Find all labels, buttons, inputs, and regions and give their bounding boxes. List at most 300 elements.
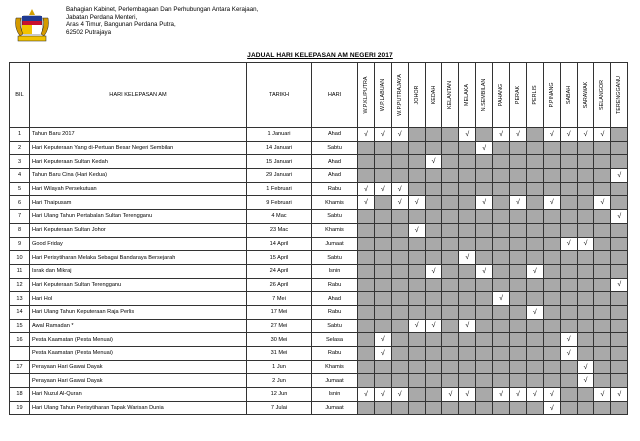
non-holiday-cell: [442, 264, 459, 278]
non-holiday-cell: [526, 141, 543, 155]
non-holiday-cell: [391, 264, 408, 278]
holiday-tick: [543, 388, 560, 402]
holiday-day: Khamis: [312, 196, 358, 210]
state-header: [442, 63, 459, 128]
holiday-tick: [358, 196, 375, 210]
non-holiday-cell: [408, 237, 425, 251]
non-holiday-cell: [358, 278, 375, 292]
holiday-name: Hari Keputeraan Sultan Kedah: [30, 155, 247, 169]
non-holiday-cell: [611, 237, 628, 251]
table-row: [10, 128, 628, 142]
holiday-name: Hari Thaipusam: [30, 196, 247, 210]
non-holiday-cell: [442, 360, 459, 374]
holiday-tick: [594, 128, 611, 142]
row-number: 19: [10, 401, 30, 415]
non-holiday-cell: [611, 155, 628, 169]
non-holiday-cell: [391, 155, 408, 169]
non-holiday-cell: [611, 360, 628, 374]
non-holiday-cell: [493, 305, 510, 319]
non-holiday-cell: [408, 182, 425, 196]
non-holiday-cell: [408, 388, 425, 402]
holiday-tick: [408, 196, 425, 210]
holiday-date: 2 Jun: [247, 374, 312, 388]
table-row: [10, 223, 628, 237]
non-holiday-cell: [408, 251, 425, 265]
holiday-day: Jumaat: [312, 237, 358, 251]
non-holiday-cell: [459, 374, 476, 388]
non-holiday-cell: [594, 319, 611, 333]
non-holiday-cell: [476, 223, 493, 237]
non-holiday-cell: [358, 169, 375, 183]
check-mark-icon: √: [566, 240, 571, 248]
non-holiday-cell: [577, 347, 594, 361]
state-header-label: SARAWAK: [582, 81, 589, 109]
holiday-date: 31 Mei: [247, 347, 312, 361]
check-mark-icon: √: [364, 130, 368, 138]
non-holiday-cell: [611, 141, 628, 155]
non-holiday-cell: [442, 210, 459, 224]
holiday-tick: [459, 251, 476, 265]
non-holiday-cell: [526, 374, 543, 388]
non-holiday-cell: [408, 305, 425, 319]
holiday-tick: [526, 264, 543, 278]
non-holiday-cell: [577, 182, 594, 196]
non-holiday-cell: [560, 388, 577, 402]
check-mark-icon: √: [532, 308, 537, 316]
state-header: [526, 63, 543, 128]
state-header-label: SABAH: [565, 85, 572, 105]
non-holiday-cell: [510, 278, 527, 292]
non-holiday-cell: [374, 305, 391, 319]
holiday-tick: [391, 388, 408, 402]
non-holiday-cell: [374, 155, 391, 169]
non-holiday-cell: [526, 182, 543, 196]
date-header: TARIKH: [247, 63, 312, 128]
non-holiday-cell: [577, 319, 594, 333]
holiday-name: Israk dan Mikraj: [30, 264, 247, 278]
non-holiday-cell: [526, 292, 543, 306]
non-holiday-cell: [577, 264, 594, 278]
non-holiday-cell: [510, 360, 527, 374]
non-holiday-cell: [560, 360, 577, 374]
non-holiday-cell: [408, 374, 425, 388]
non-holiday-cell: [476, 210, 493, 224]
non-holiday-cell: [374, 292, 391, 306]
check-mark-icon: √: [465, 390, 470, 398]
non-holiday-cell: [476, 360, 493, 374]
holiday-name: Hari Hol: [30, 292, 247, 306]
non-holiday-cell: [459, 360, 476, 374]
check-mark-icon: √: [600, 199, 605, 207]
holiday-name: Hari Keputeraan Yang di-Pertuan Besar Negeri Sembilan: [30, 141, 247, 155]
non-holiday-cell: [526, 237, 543, 251]
non-holiday-cell: [510, 333, 527, 347]
non-holiday-cell: [543, 237, 560, 251]
non-holiday-cell: [611, 305, 628, 319]
check-mark-icon: √: [516, 130, 520, 138]
non-holiday-cell: [493, 374, 510, 388]
state-header-label: KEDAH: [430, 85, 437, 105]
non-holiday-cell: [391, 401, 408, 415]
non-holiday-cell: [374, 374, 391, 388]
non-holiday-cell: [459, 264, 476, 278]
non-holiday-cell: [526, 196, 543, 210]
non-holiday-cell: [425, 196, 442, 210]
non-holiday-cell: [543, 278, 560, 292]
holiday-name: Hari Ulang Tahun Pertabalan Sultan Terengganu: [30, 210, 247, 224]
non-holiday-cell: [493, 251, 510, 265]
non-holiday-cell: [594, 360, 611, 374]
non-holiday-cell: [543, 305, 560, 319]
holiday-tick: [425, 319, 442, 333]
non-holiday-cell: [459, 237, 476, 251]
check-mark-icon: √: [364, 390, 368, 398]
non-holiday-cell: [408, 401, 425, 415]
holiday-date: 15 Januari: [247, 155, 312, 169]
check-mark-icon: √: [566, 336, 571, 344]
non-holiday-cell: [543, 251, 560, 265]
check-mark-icon: √: [465, 322, 470, 330]
holiday-tick: [425, 264, 442, 278]
non-holiday-cell: [408, 264, 425, 278]
row-number: 13: [10, 292, 30, 306]
holiday-name: Good Friday: [30, 237, 247, 251]
non-holiday-cell: [577, 305, 594, 319]
non-holiday-cell: [577, 141, 594, 155]
holiday-date: 7 Mei: [247, 292, 312, 306]
check-mark-icon: √: [566, 349, 571, 357]
non-holiday-cell: [358, 347, 375, 361]
non-holiday-cell: [391, 141, 408, 155]
non-holiday-cell: [526, 360, 543, 374]
holiday-tick: [493, 128, 510, 142]
holiday-date: 17 Mei: [247, 305, 312, 319]
holiday-tick: [374, 347, 391, 361]
non-holiday-cell: [391, 251, 408, 265]
non-holiday-cell: [543, 374, 560, 388]
non-holiday-cell: [594, 169, 611, 183]
non-holiday-cell: [577, 388, 594, 402]
holiday-name: Hari Keputeraan Sultan Terengganu: [30, 278, 247, 292]
non-holiday-cell: [391, 319, 408, 333]
check-mark-icon: √: [431, 158, 436, 166]
state-header: [374, 63, 391, 128]
state-header: [543, 63, 560, 128]
holiday-date: 26 April: [247, 278, 312, 292]
address-block: [66, 6, 258, 37]
non-holiday-cell: [442, 141, 459, 155]
check-mark-icon: √: [600, 130, 605, 138]
non-holiday-cell: [577, 278, 594, 292]
holiday-name: Pesta Kaamatan (Pesta Menuai): [30, 333, 247, 347]
holiday-tick: [560, 333, 577, 347]
non-holiday-cell: [391, 237, 408, 251]
check-mark-icon: √: [583, 130, 588, 138]
non-holiday-cell: [493, 237, 510, 251]
non-holiday-cell: [476, 347, 493, 361]
non-holiday-cell: [611, 182, 628, 196]
non-holiday-cell: [442, 347, 459, 361]
non-holiday-cell: [358, 223, 375, 237]
non-holiday-cell: [476, 169, 493, 183]
holiday-day: Ahad: [312, 292, 358, 306]
check-mark-icon: √: [448, 390, 453, 398]
non-holiday-cell: [493, 347, 510, 361]
non-holiday-cell: [543, 169, 560, 183]
holiday-tick: [374, 182, 391, 196]
non-holiday-cell: [493, 333, 510, 347]
non-holiday-cell: [543, 264, 560, 278]
check-mark-icon: √: [566, 130, 571, 138]
check-mark-icon: √: [364, 199, 368, 207]
non-holiday-cell: [358, 333, 375, 347]
holiday-tick: [408, 319, 425, 333]
non-holiday-cell: [476, 155, 493, 169]
check-mark-icon: √: [583, 363, 588, 371]
non-holiday-cell: [374, 141, 391, 155]
holiday-tick: [358, 182, 375, 196]
non-holiday-cell: [425, 305, 442, 319]
non-holiday-cell: [611, 223, 628, 237]
non-holiday-cell: [459, 223, 476, 237]
holiday-tick: [543, 128, 560, 142]
non-holiday-cell: [526, 210, 543, 224]
non-holiday-cell: [374, 319, 391, 333]
non-holiday-cell: [594, 223, 611, 237]
non-holiday-cell: [510, 141, 527, 155]
state-header-label: PAHANG: [498, 83, 505, 107]
non-holiday-cell: [425, 141, 442, 155]
non-holiday-cell: [408, 292, 425, 306]
non-holiday-cell: [425, 182, 442, 196]
check-mark-icon: √: [617, 281, 622, 289]
holiday-name: Perayaan Hari Gawai Dayak: [30, 374, 247, 388]
holiday-date: 7 Julai: [247, 401, 312, 415]
non-holiday-cell: [425, 169, 442, 183]
non-holiday-cell: [476, 319, 493, 333]
holiday-day: Rabu: [312, 278, 358, 292]
holiday-date: 15 April: [247, 251, 312, 265]
holiday-tick: [611, 388, 628, 402]
non-holiday-cell: [459, 292, 476, 306]
non-holiday-cell: [560, 182, 577, 196]
holiday-tick: [493, 292, 510, 306]
non-holiday-cell: [408, 360, 425, 374]
non-holiday-cell: [560, 292, 577, 306]
non-holiday-cell: [476, 251, 493, 265]
state-header-label: MELAKA: [464, 84, 471, 106]
non-holiday-cell: [611, 128, 628, 142]
non-holiday-cell: [493, 210, 510, 224]
row-number: 16: [10, 333, 30, 347]
non-holiday-cell: [493, 196, 510, 210]
holiday-day: Jumaat: [312, 374, 358, 388]
non-holiday-cell: [425, 128, 442, 142]
holiday-tick: [510, 128, 527, 142]
state-header: [560, 63, 577, 128]
row-number: 6: [10, 196, 30, 210]
non-holiday-cell: [543, 319, 560, 333]
non-holiday-cell: [425, 360, 442, 374]
non-holiday-cell: [374, 401, 391, 415]
check-mark-icon: √: [617, 390, 622, 398]
holiday-tick: [577, 360, 594, 374]
holiday-day: Ahad: [312, 128, 358, 142]
check-mark-icon: √: [516, 390, 520, 398]
table-row: [10, 182, 628, 196]
non-holiday-cell: [391, 360, 408, 374]
address-line: Jabatan Perdana Menteri,: [66, 13, 138, 21]
check-mark-icon: √: [397, 390, 402, 398]
holiday-name: Hari Perisytiharan Melaka Sebagai Bandaraya Bersejarah: [30, 251, 247, 265]
check-mark-icon: √: [397, 185, 402, 193]
holiday-date: 9 Februari: [247, 196, 312, 210]
non-holiday-cell: [459, 155, 476, 169]
holiday-name: Hari Keputeraan Sultan Johor: [30, 223, 247, 237]
non-holiday-cell: [358, 401, 375, 415]
non-holiday-cell: [577, 401, 594, 415]
non-holiday-cell: [374, 210, 391, 224]
check-mark-icon: √: [465, 254, 470, 262]
non-holiday-cell: [476, 278, 493, 292]
non-holiday-cell: [526, 223, 543, 237]
holiday-day: Jumaat: [312, 401, 358, 415]
table-row: [10, 264, 628, 278]
non-holiday-cell: [560, 305, 577, 319]
non-holiday-cell: [391, 305, 408, 319]
non-holiday-cell: [510, 237, 527, 251]
non-holiday-cell: [358, 155, 375, 169]
holiday-day: Rabu: [312, 182, 358, 196]
non-holiday-cell: [391, 278, 408, 292]
non-holiday-cell: [408, 278, 425, 292]
non-holiday-cell: [442, 319, 459, 333]
non-holiday-cell: [577, 210, 594, 224]
table-row: [10, 333, 628, 347]
non-holiday-cell: [476, 182, 493, 196]
non-holiday-cell: [594, 210, 611, 224]
non-holiday-cell: [374, 360, 391, 374]
non-holiday-cell: [442, 333, 459, 347]
state-header: [391, 63, 408, 128]
non-holiday-cell: [510, 319, 527, 333]
holiday-date: 24 April: [247, 264, 312, 278]
non-holiday-cell: [510, 182, 527, 196]
holiday-name: Pesta Kaamatan (Pesta Menuai): [30, 347, 247, 361]
non-holiday-cell: [543, 141, 560, 155]
non-holiday-cell: [611, 319, 628, 333]
non-holiday-cell: [391, 374, 408, 388]
non-holiday-cell: [425, 210, 442, 224]
address-line: Aras 4 Timur, Bangunan Perdana Putra,: [66, 21, 176, 29]
non-holiday-cell: [459, 182, 476, 196]
holiday-name: Awal Ramadan *: [30, 319, 247, 333]
non-holiday-cell: [510, 305, 527, 319]
non-holiday-cell: [611, 347, 628, 361]
non-holiday-cell: [526, 319, 543, 333]
non-holiday-cell: [594, 237, 611, 251]
non-holiday-cell: [493, 264, 510, 278]
non-holiday-cell: [510, 401, 527, 415]
holiday-tick: [594, 388, 611, 402]
check-mark-icon: √: [397, 199, 402, 207]
non-holiday-cell: [493, 141, 510, 155]
table-row: [10, 292, 628, 306]
non-holiday-cell: [374, 278, 391, 292]
check-mark-icon: √: [600, 390, 605, 398]
holiday-tick: [459, 128, 476, 142]
non-holiday-cell: [442, 278, 459, 292]
non-holiday-cell: [408, 333, 425, 347]
holiday-tick: [510, 388, 527, 402]
holiday-tick: [476, 264, 493, 278]
holiday-day: Ahad: [312, 155, 358, 169]
state-header: [459, 63, 476, 128]
non-holiday-cell: [442, 374, 459, 388]
non-holiday-cell: [543, 292, 560, 306]
table-row: [10, 319, 628, 333]
row-number: 2: [10, 141, 30, 155]
non-holiday-cell: [526, 278, 543, 292]
non-holiday-cell: [560, 264, 577, 278]
check-mark-icon: √: [549, 390, 554, 398]
state-header: [510, 63, 527, 128]
check-mark-icon: √: [364, 185, 368, 193]
non-holiday-cell: [408, 128, 425, 142]
non-holiday-cell: [594, 333, 611, 347]
row-number: [10, 374, 30, 388]
non-holiday-cell: [611, 333, 628, 347]
holiday-tick: [459, 319, 476, 333]
holiday-day: Isnin: [312, 388, 358, 402]
table-row: [10, 155, 628, 169]
non-holiday-cell: [493, 155, 510, 169]
non-holiday-cell: [543, 155, 560, 169]
state-header-label: PERLIS: [531, 85, 538, 105]
non-holiday-cell: [611, 374, 628, 388]
state-header: [408, 63, 425, 128]
non-holiday-cell: [493, 278, 510, 292]
state-header-label: W.P.PUTRAJAYA: [396, 74, 403, 116]
non-holiday-cell: [442, 196, 459, 210]
holiday-tick: [358, 128, 375, 142]
non-holiday-cell: [594, 374, 611, 388]
holiday-date: 1 Jun: [247, 360, 312, 374]
non-holiday-cell: [493, 223, 510, 237]
non-holiday-cell: [560, 251, 577, 265]
check-mark-icon: √: [499, 295, 503, 303]
non-holiday-cell: [408, 155, 425, 169]
non-holiday-cell: [459, 278, 476, 292]
holiday-table: [9, 62, 628, 415]
holiday-day: Sabtu: [312, 251, 358, 265]
non-holiday-cell: [358, 319, 375, 333]
row-number: 15: [10, 319, 30, 333]
non-holiday-cell: [476, 388, 493, 402]
state-header-label: W.P.LABUAN: [379, 78, 386, 112]
state-header-label: JOHOR: [413, 85, 420, 105]
non-holiday-cell: [459, 333, 476, 347]
non-holiday-cell: [526, 333, 543, 347]
non-holiday-cell: [459, 305, 476, 319]
non-holiday-cell: [391, 169, 408, 183]
check-mark-icon: √: [380, 130, 385, 138]
non-holiday-cell: [408, 210, 425, 224]
non-holiday-cell: [358, 251, 375, 265]
non-holiday-cell: [510, 210, 527, 224]
holiday-name: Perayaan Hari Gawai Dayak: [30, 360, 247, 374]
non-holiday-cell: [476, 305, 493, 319]
